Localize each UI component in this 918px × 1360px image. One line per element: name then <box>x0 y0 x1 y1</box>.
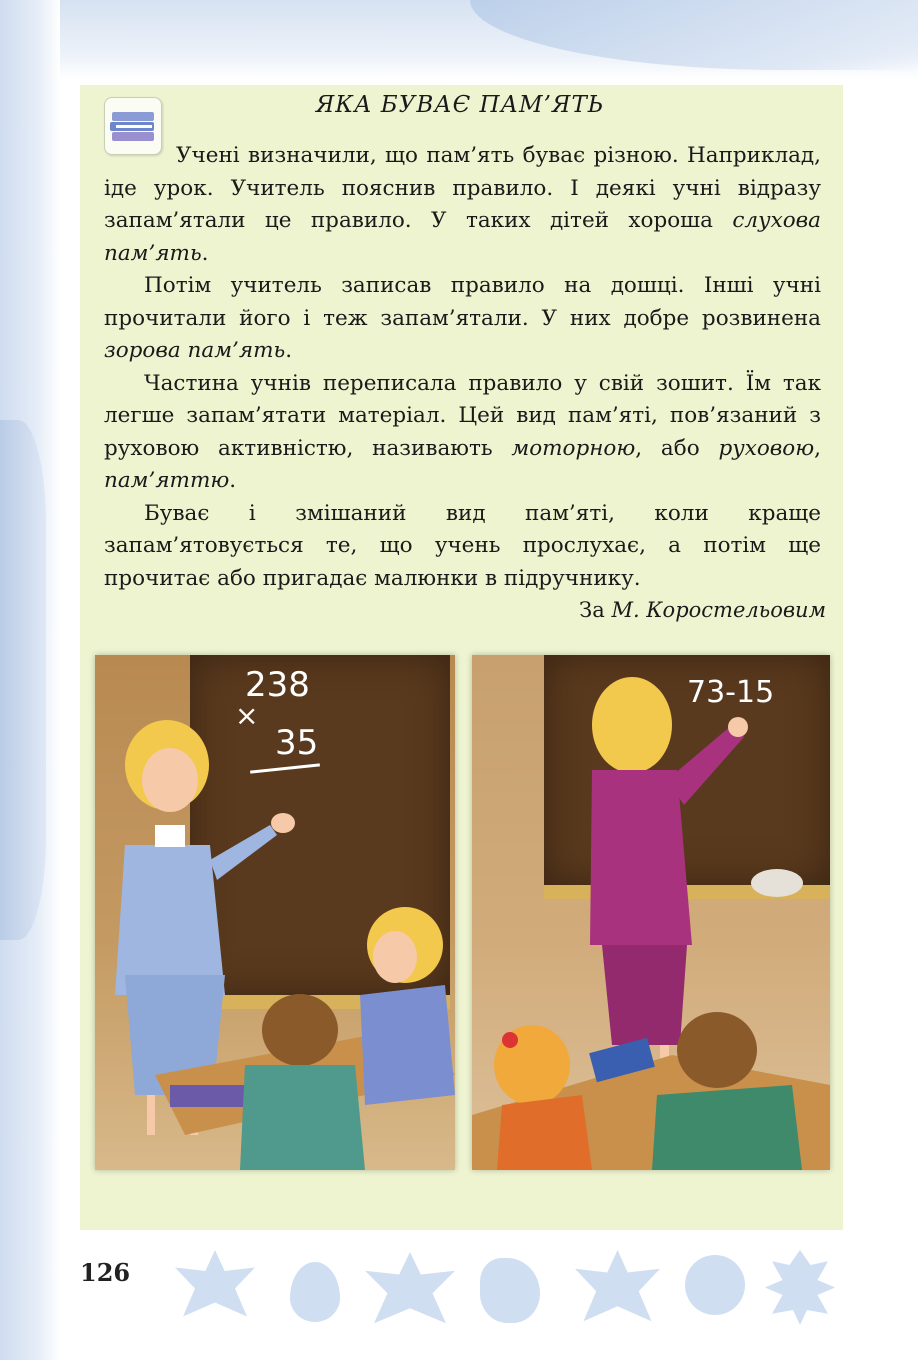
page-number: 126 <box>80 1258 131 1287</box>
chalk-number-bottom: 35 <box>275 723 319 763</box>
paragraph-1: Учені визначили, що пам’ять буває різною. Наприклад, іде урок. Учитель пояснив правило. І деякі учні відразу запам’ятали це правило. У таких дітей хороша слухова пам’ять. <box>104 143 821 266</box>
term-visual-memory: зорова пам’ять <box>104 338 286 363</box>
classroom-scene-left <box>95 695 455 1170</box>
chalk-expression: 73-15 <box>687 675 775 710</box>
chalk-operator: × <box>235 699 259 732</box>
term-movement-memory: руховою <box>718 435 815 461</box>
term-auditory-memory: слухова пам’ять <box>104 208 821 266</box>
page-left-wave <box>0 420 46 940</box>
paragraph-4: Буває і змішаний вид пам’яті, коли краще запам’ятовується те, що учень прослухає, а потім ще прочитає або пригадає малюнки в підручнику. <box>104 500 821 591</box>
term-motor-memory: моторною <box>511 435 636 461</box>
paragraph-3: Частина учнів переписала правило у свій зошит. Їм так легше запам’ятати матеріал. Цей вид пам’яті, пов’язаний з руховою активністю, називають моторною, або руховою, пам’яттю. <box>104 370 821 493</box>
paragraph-2: Потім учитель записав правило на дошці. Інші учні прочитали його і теж запам’ятали. У них добре розвинена зорова пам’ять. <box>104 273 821 363</box>
article-text <box>104 140 821 595</box>
section-title: ЯКА БУВАЄ ПАМ’ЯТЬ <box>315 92 605 118</box>
classroom-scene-right <box>472 655 830 1170</box>
illustration-teacher-writing <box>472 655 830 1170</box>
term-memory: пам’яттю <box>104 468 230 493</box>
author-credit: За М. Коростельовим <box>579 598 826 622</box>
illustration-teacher-explaining <box>95 655 455 1170</box>
chalk-number-top: 238 <box>245 665 310 705</box>
